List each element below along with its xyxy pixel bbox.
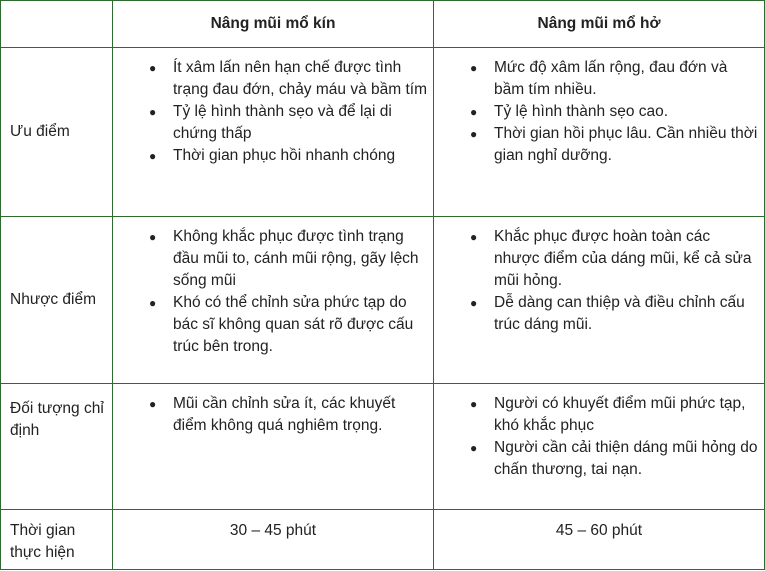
open-disadvantages-list — [434, 226, 764, 336]
row-advantages — [1, 48, 765, 217]
list-item: ● Người có khuyết điểm mũi phức tạp, khó khắc phục — [434, 393, 764, 437]
list-item: ● Tỷ lệ hình thành sẹo cao. — [434, 101, 764, 123]
list-item: ● Người cần cải thiện dáng mũi hỏng do chấn thương, tai nạn. — [434, 437, 764, 481]
closed-disadvantages-cell — [113, 217, 434, 384]
list-item: ● Mức độ xâm lấn rộng, đau đớn và bầm tím nhiều. — [434, 57, 764, 101]
list-item: ● Mũi cần chỉnh sửa ít, các khuyết điểm không quá nghiêm trọng. — [113, 393, 433, 437]
open-disadvantages-cell — [434, 217, 765, 384]
list-item: ● Khó có thể chỉnh sửa phức tạp do bác sĩ không quan sát rõ được cấu trúc bên trong. — [113, 292, 433, 358]
header-empty-cell — [1, 1, 113, 48]
list-item: ● Tỷ lệ hình thành sẹo và để lại di chứng thấp — [113, 101, 433, 145]
row-label-duration: Thời gian thực hiện — [1, 510, 113, 570]
open-advantages-cell — [434, 48, 765, 217]
list-item: ● Ít xâm lấn nên hạn chế được tình trạng đau đớn, chảy máu và bầm tím — [113, 57, 433, 101]
closed-indications-list — [113, 393, 433, 437]
list-item: ● Thời gian phục hồi nhanh chóng — [113, 145, 433, 167]
open-indications-list — [434, 393, 764, 481]
row-duration — [1, 510, 765, 570]
open-duration-cell: 45 – 60 phút — [434, 510, 765, 570]
open-indications-cell — [434, 384, 765, 510]
closed-advantages-list — [113, 57, 433, 167]
row-label-advantages: Ưu điểm — [1, 48, 113, 217]
header-row — [1, 1, 765, 48]
list-item: ● Khắc phục được hoàn toàn các nhược điểm của dáng mũi, kể cả sửa mũi hỏng. — [434, 226, 764, 292]
closed-indications-cell — [113, 384, 434, 510]
header-closed-surgery: Nâng mũi mổ kín — [113, 1, 434, 48]
closed-disadvantages-list — [113, 226, 433, 358]
list-item: ● Không khắc phục được tình trạng đầu mũi to, cánh mũi rộng, gãy lệch sống mũi — [113, 226, 433, 292]
header-open-surgery: Nâng mũi mổ hở — [434, 1, 765, 48]
list-item: ● Thời gian hồi phục lâu. Cần nhiều thời gian nghỉ dưỡng. — [434, 123, 764, 167]
closed-advantages-cell — [113, 48, 434, 217]
open-advantages-list — [434, 57, 764, 167]
list-item: ● Dễ dàng can thiệp và điều chỉnh cấu trúc dáng mũi. — [434, 292, 764, 336]
row-label-indications: Đối tượng chỉ định — [1, 384, 113, 510]
row-disadvantages — [1, 217, 765, 384]
closed-duration-cell: 30 – 45 phút — [113, 510, 434, 570]
row-label-disadvantages: Nhược điểm — [1, 217, 113, 384]
row-indications — [1, 384, 765, 510]
